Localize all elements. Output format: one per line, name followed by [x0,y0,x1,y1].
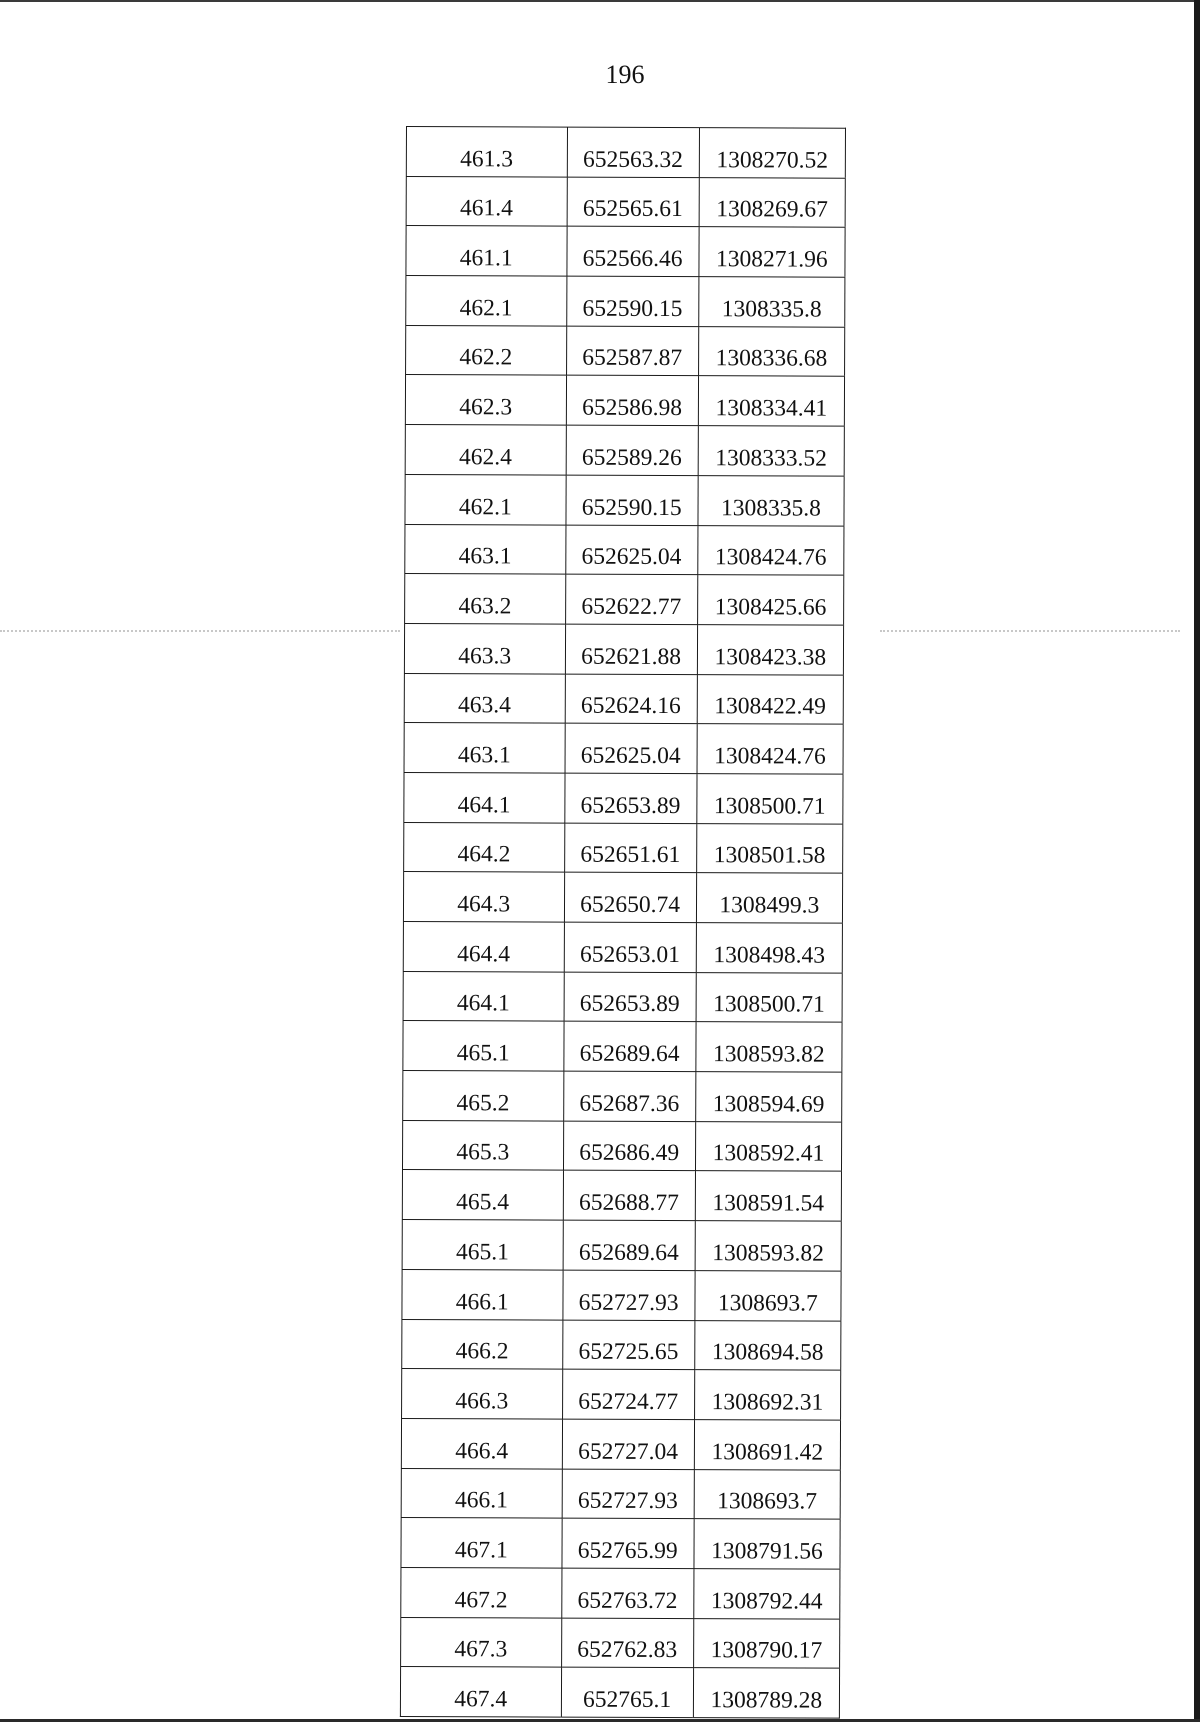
x-coordinate-cell: 652689.64 [563,1220,695,1270]
x-coordinate-cell: 652727.04 [562,1419,694,1469]
y-coordinate-cell: 1308270.52 [699,128,845,178]
y-coordinate-cell: 1308334.41 [698,376,844,426]
table-row [403,921,842,972]
y-coordinate-cell: 1308691.42 [694,1419,840,1469]
point-id-cell: 465.1 [402,1220,563,1270]
point-id-cell: 466.3 [402,1369,563,1419]
point-id-cell: 463.2 [405,574,566,624]
x-coordinate-cell: 652765.1 [561,1667,693,1717]
point-id-cell: 465.3 [402,1120,563,1170]
table-row [406,276,845,327]
table-row [401,1418,840,1469]
point-id-cell: 466.2 [402,1319,563,1369]
x-coordinate-cell: 652725.65 [562,1320,694,1370]
point-id-cell: 462.1 [405,474,566,524]
point-id-cell: 466.1 [401,1468,562,1518]
table-row [404,822,843,873]
point-id-cell: 464.1 [403,971,564,1021]
y-coordinate-cell: 1308591.54 [695,1171,841,1221]
x-coordinate-cell: 652589.26 [566,425,698,475]
table-row [402,1220,841,1271]
table-row [402,1170,841,1221]
table-row [402,1319,841,1370]
y-coordinate-cell: 1308500.71 [697,774,843,824]
x-coordinate-cell: 652686.49 [563,1121,695,1171]
table-row [406,127,845,178]
point-id-cell: 467.3 [401,1617,562,1667]
y-coordinate-cell: 1308790.17 [693,1618,839,1668]
y-coordinate-cell: 1308422.49 [697,674,843,724]
x-coordinate-cell: 652651.61 [564,823,696,873]
y-coordinate-cell: 1308789.28 [710,1687,823,1714]
point-id-cell: 465.1 [403,1021,564,1071]
y-coordinate-cell: 1308423.38 [697,624,843,674]
y-coordinate-cell: 1308335.8 [698,277,844,327]
y-coordinate-cell: 1308693.7 [695,1270,841,1320]
x-coordinate-cell: 652653.89 [564,972,696,1022]
y-coordinate-cell: 1308271.96 [699,227,845,277]
table-row [405,574,844,625]
x-coordinate-cell: 652586.98 [566,376,698,426]
y-coordinate-cell: 1308592.41 [695,1121,841,1171]
y-coordinate-cell: 1308791.56 [694,1519,840,1569]
point-id-cell: 463.1 [405,524,566,574]
table-row [404,772,843,823]
table-row [405,474,844,525]
table-row [400,1667,839,1718]
table-row [403,1021,842,1072]
point-id-cell: 467.2 [401,1567,562,1617]
table-row [403,872,842,923]
x-coordinate-cell: 652563.32 [567,127,699,177]
table-row [402,1269,841,1320]
x-coordinate-cell: 652566.46 [566,226,698,276]
x-coordinate-cell: 652590.15 [565,475,697,525]
point-id-cell: 462.3 [405,375,566,425]
point-id-cell: 465.2 [403,1071,564,1121]
table-row [405,524,844,575]
x-coordinate-cell: 652763.72 [561,1568,693,1618]
point-id-cell: 465.4 [402,1170,563,1220]
y-coordinate-cell: 1308501.58 [696,823,842,873]
point-id-cell: 462.1 [406,276,567,326]
table-row [405,425,844,476]
point-id-cell: 464.3 [403,872,564,922]
point-id-cell: 463.3 [404,623,565,673]
y-coordinate-cell: 1308593.82 [695,1221,841,1271]
x-coordinate-cell: 652650.74 [564,872,696,922]
table-row [403,1071,842,1122]
table-row [405,375,844,426]
table-row [401,1518,840,1569]
table-row [404,623,843,674]
table-row [404,673,843,724]
coordinates-table [400,126,846,1719]
y-coordinate-cell: 1308500.71 [696,972,842,1022]
x-coordinate-cell: 652624.16 [565,674,697,724]
table-row [402,1120,841,1171]
y-coordinate-cell: 1308498.43 [696,923,842,973]
x-coordinate-cell: 652621.88 [565,624,697,674]
point-id-cell: 464.2 [404,822,565,872]
x-coordinate-cell: 652689.64 [563,1021,695,1071]
y-coordinate-cell: 1308792.44 [694,1569,840,1619]
coordinates-table-body [400,127,845,1719]
y-coordinate-cell: 1308499.3 [696,873,842,923]
scan-artifact-line [880,630,1180,632]
scan-edge-top [0,0,1200,2]
x-coordinate-cell: 652565.61 [567,177,699,227]
point-id-cell: 462.2 [406,325,567,375]
x-coordinate-cell: 652688.77 [563,1171,695,1221]
x-coordinate-cell: 652727.93 [562,1469,694,1519]
x-coordinate-cell: 652622.77 [565,574,697,624]
y-coordinate-cell: 1308424.76 [698,525,844,575]
x-coordinate-cell: 652587.87 [566,326,698,376]
x-coordinate-cell: 652653.01 [564,922,696,972]
point-id-cell: 464.1 [404,772,565,822]
x-coordinate-cell: 652590.15 [566,276,698,326]
point-id-cell: 467.4 [400,1667,561,1717]
y-coordinate-cell: 1308425.66 [697,575,843,625]
table-row [406,325,845,376]
table-row [402,1369,841,1420]
point-id-cell: 462.4 [405,425,566,475]
x-coordinate-cell: 652653.89 [564,773,696,823]
table-row [401,1617,840,1668]
y-coordinate-cell: 1308693.7 [694,1469,840,1519]
point-id-cell: 467.1 [401,1518,562,1568]
scan-edge-right [1194,0,1200,1722]
x-coordinate-cell: 652727.93 [562,1270,694,1320]
y-coordinate-cell: 1308593.82 [696,1022,842,1072]
table-row [406,226,845,277]
x-coordinate-cell: 652765.99 [561,1518,693,1568]
point-id-cell: 463.4 [404,673,565,723]
table-row [401,1468,840,1519]
x-coordinate-cell: 652724.77 [562,1369,694,1419]
y-coordinate-cell: 1308335.8 [698,475,844,525]
page-number: 196 [605,60,645,89]
table-row [406,176,845,227]
point-id-cell: 466.4 [401,1418,562,1468]
y-coordinate-cell: 1308692.31 [694,1370,840,1420]
point-id-cell: 466.1 [402,1269,563,1319]
point-id-cell: 461.4 [406,176,567,226]
x-coordinate-cell: 652762.83 [561,1618,693,1668]
y-coordinate-cell: 1308336.68 [698,326,844,376]
y-coordinate-cell: 1308269.67 [699,177,845,227]
x-coordinate-cell: 652625.04 [565,525,697,575]
table-row [404,723,843,774]
y-coordinate-cell: 1308694.58 [694,1320,840,1370]
x-coordinate-cell: 652625.04 [565,723,697,773]
table-row [403,971,842,1022]
scan-artifact-line [0,630,400,632]
y-coordinate-cell: 1308424.76 [697,724,843,774]
table-row [401,1567,840,1618]
point-id-cell: 461.1 [406,226,567,276]
point-id-cell: 464.4 [403,921,564,971]
point-id-cell: 463.1 [404,723,565,773]
y-coordinate-cell: 1308594.69 [695,1072,841,1122]
point-id-cell: 461.3 [406,127,567,177]
x-coordinate-cell: 652687.36 [563,1071,695,1121]
y-coordinate-cell: 1308333.52 [698,426,844,476]
